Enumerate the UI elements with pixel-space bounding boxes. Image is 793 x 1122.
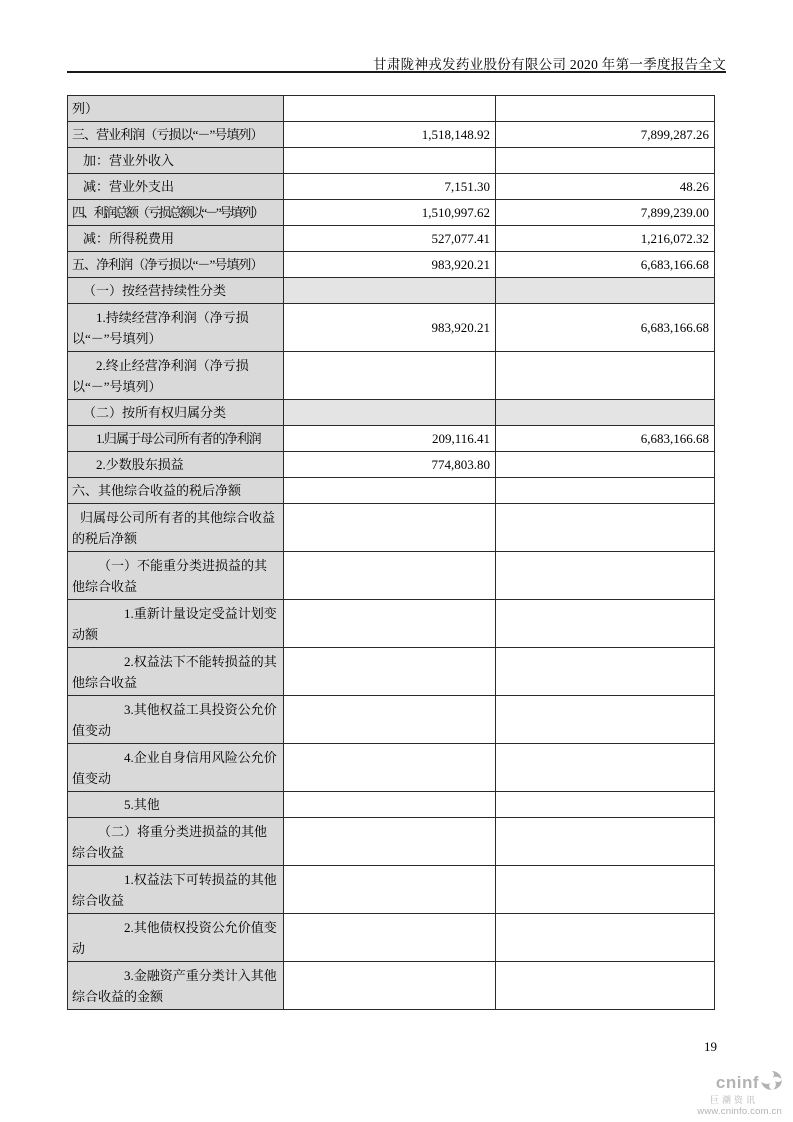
row-label-cell: 三、营业利润（亏损以“－”号填列） <box>68 122 284 148</box>
row-label-cell: 1.持续经营净利润（净亏损以“－”号填列） <box>68 304 284 352</box>
value-cell-col1 <box>284 866 496 914</box>
table-row <box>68 696 715 744</box>
row-label-cell: （二）将重分类进损益的其他综合收益 <box>68 818 284 866</box>
value-cell-col1 <box>284 352 496 400</box>
table-row <box>68 96 715 122</box>
value-cell-col2: 1,216,072.32 <box>496 226 715 252</box>
value-cell-col2: 6,683,166.68 <box>496 426 715 452</box>
value-cell-col1: 983,920.21 <box>284 304 496 352</box>
value-cell-col2 <box>496 600 715 648</box>
row-label-cell: 减：营业外支出 <box>68 174 284 200</box>
value-cell-col2: 6,683,166.68 <box>496 304 715 352</box>
value-cell-col2 <box>496 400 715 426</box>
value-cell-col1: 1,510,997.62 <box>284 200 496 226</box>
value-cell-col1 <box>284 478 496 504</box>
value-cell-col1 <box>284 696 496 744</box>
row-label-cell: 3.其他权益工具投资公允价值变动 <box>68 696 284 744</box>
value-cell-col1 <box>284 148 496 174</box>
cninfo-url-text: www.cninfo.com.cn <box>697 1106 782 1117</box>
row-label-cell: 归属母公司所有者的其他综合收益的税后净额 <box>68 504 284 552</box>
value-cell-col1 <box>284 552 496 600</box>
row-label-cell: 列） <box>68 96 284 122</box>
table-row <box>68 648 715 696</box>
value-cell-col2 <box>496 148 715 174</box>
row-label-cell: 2.权益法下不能转损益的其他综合收益 <box>68 648 284 696</box>
value-cell-col1 <box>284 648 496 696</box>
value-cell-col1 <box>284 744 496 792</box>
table-row <box>68 600 715 648</box>
table-row <box>68 252 715 278</box>
value-cell-col2: 6,683,166.68 <box>496 252 715 278</box>
row-label-cell: 五、净利润（净亏损以“－”号填列） <box>68 252 284 278</box>
row-label-cell: 5.其他 <box>68 792 284 818</box>
row-label-cell: 4.企业自身信用风险公允价值变动 <box>68 744 284 792</box>
row-label-cell: 减：所得税费用 <box>68 226 284 252</box>
table-row <box>68 174 715 200</box>
value-cell-col2 <box>496 818 715 866</box>
value-cell-col1 <box>284 818 496 866</box>
value-cell-col2 <box>496 278 715 304</box>
value-cell-col1 <box>284 96 496 122</box>
table-row <box>68 818 715 866</box>
value-cell-col2 <box>496 552 715 600</box>
value-cell-col1 <box>284 962 496 1010</box>
row-label-cell: 3.金融资产重分类计入其他综合收益的金额 <box>68 962 284 1010</box>
table-row <box>68 552 715 600</box>
value-cell-col2 <box>496 96 715 122</box>
cninfo-caption-text: 巨潮资讯 <box>709 1095 758 1105</box>
row-label-cell: （一）按经营持续性分类 <box>68 278 284 304</box>
table-row <box>68 962 715 1010</box>
row-label-cell: 2.其他债权投资公允价值变动 <box>68 914 284 962</box>
value-cell-col2 <box>496 866 715 914</box>
value-cell-col2 <box>496 452 715 478</box>
row-label-cell: 2.少数股东损益 <box>68 452 284 478</box>
row-label-cell: 四、利润总额（亏损总额以“－”号填列） <box>68 200 284 226</box>
row-label-cell: （一）不能重分类进损益的其他综合收益 <box>68 552 284 600</box>
value-cell-col2 <box>496 962 715 1010</box>
cninfo-logo <box>697 1071 782 1117</box>
value-cell-col1: 7,151.30 <box>284 174 496 200</box>
row-label-cell: 1.重新计量设定受益计划变动额 <box>68 600 284 648</box>
table-row <box>68 226 715 252</box>
row-label-cell: 加：营业外收入 <box>68 148 284 174</box>
value-cell-col2 <box>496 478 715 504</box>
table-row <box>68 400 715 426</box>
value-cell-col2 <box>496 504 715 552</box>
value-cell-col1 <box>284 400 496 426</box>
table-row <box>68 792 715 818</box>
income-statement-body <box>68 96 715 1010</box>
value-cell-col1 <box>284 504 496 552</box>
value-cell-col2 <box>496 696 715 744</box>
row-label-cell: （二）按所有权归属分类 <box>68 400 284 426</box>
table-row <box>68 504 715 552</box>
table-row <box>68 304 715 352</box>
table-row <box>68 426 715 452</box>
row-label-cell: 2.终止经营净利润（净亏损以“－”号填列） <box>68 352 284 400</box>
table-row <box>68 352 715 400</box>
cninfo-swirl-icon <box>761 1071 782 1095</box>
value-cell-col1 <box>284 914 496 962</box>
value-cell-col2 <box>496 914 715 962</box>
header-divider <box>67 71 726 73</box>
table-row <box>68 148 715 174</box>
value-cell-col2: 48.26 <box>496 174 715 200</box>
row-label-cell: 1.归属于母公司所有者的净利润 <box>68 426 284 452</box>
value-cell-col1 <box>284 278 496 304</box>
value-cell-col1: 774,803.80 <box>284 452 496 478</box>
page-header-title: 甘肃陇神戎发药业股份有限公司 2020 年第一季度报告全文 <box>373 57 726 72</box>
table-row <box>68 122 715 148</box>
table-row <box>68 914 715 962</box>
value-cell-col2 <box>496 648 715 696</box>
table-row <box>68 200 715 226</box>
cninfo-brand-text: cninf <box>715 1073 759 1092</box>
value-cell-col1: 983,920.21 <box>284 252 496 278</box>
value-cell-col1: 527,077.41 <box>284 226 496 252</box>
value-cell-col1 <box>284 600 496 648</box>
value-cell-col2 <box>496 744 715 792</box>
row-label-cell: 1.权益法下可转损益的其他综合收益 <box>68 866 284 914</box>
table-row <box>68 866 715 914</box>
row-label-cell: 六、其他综合收益的税后净额 <box>68 478 284 504</box>
table-row <box>68 744 715 792</box>
table-row <box>68 452 715 478</box>
value-cell-col1: 1,518,148.92 <box>284 122 496 148</box>
income-statement-table <box>67 95 715 1010</box>
table-row <box>68 278 715 304</box>
value-cell-col1: 209,116.41 <box>284 426 496 452</box>
value-cell-col1 <box>284 792 496 818</box>
value-cell-col2 <box>496 352 715 400</box>
value-cell-col2: 7,899,239.00 <box>496 200 715 226</box>
value-cell-col2: 7,899,287.26 <box>496 122 715 148</box>
table-row <box>68 478 715 504</box>
page-number: 19 <box>704 1039 717 1054</box>
value-cell-col2 <box>496 792 715 818</box>
cninfo-logo-row <box>697 1071 782 1095</box>
